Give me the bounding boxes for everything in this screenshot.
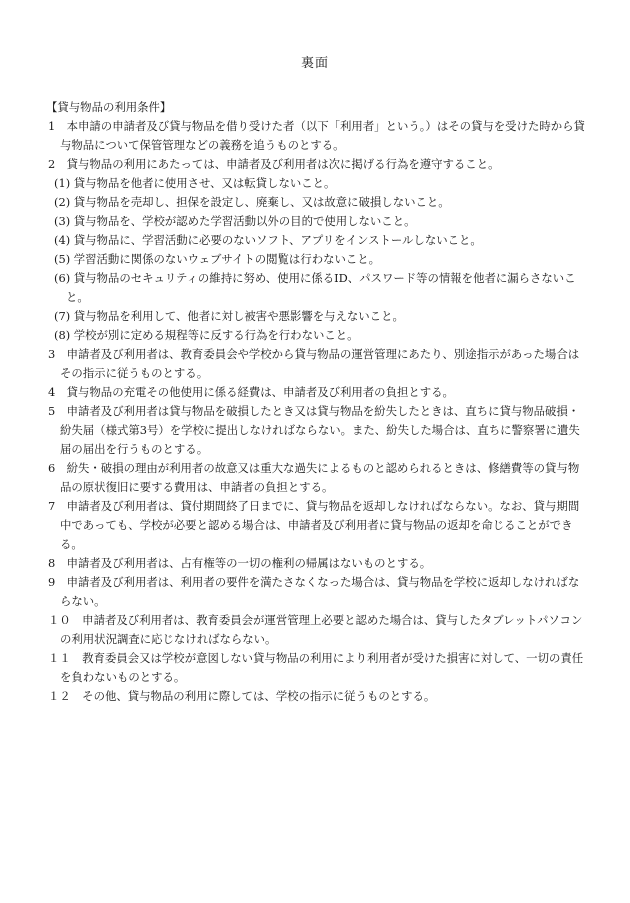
sub-item-3: (3) 貸与物品を、学校が認めた学習活動以外の目的で使用しないこと。 xyxy=(54,214,416,228)
term-item-10: １０ 申請者及び利用者は、教育委員会が運営管理上必要と認めた場合は、貸与したタブレットパソコンの利用状況調査に応じなければならない。 xyxy=(48,613,583,646)
term-item-7: 7 申請者及び利用者は、貸付期間終了日までに、貸与物品を返却しなければならない。なお、貸与期間中であっても、学校が必要と認める場合は、申請者及び利用者に貸与物品の返却を命じることができる。 xyxy=(48,499,580,551)
sub-item-1: (1) 貸与物品を他者に使用させ、又は転貸しないこと。 xyxy=(54,176,336,190)
sub-item-5: (5) 学習活動に関係のないウェブサイトの閲覧は行わないこと。 xyxy=(54,252,381,266)
page-title: 裏面 xyxy=(300,56,329,71)
term-item-2: 2 貸与物品の利用にあたっては、申請者及び利用者は次に掲げる行為を遵守すること。 xyxy=(48,157,500,171)
terms-section xyxy=(48,98,588,706)
term-item-11: １１ 教育委員会又は学校が意図しない貸与物品の利用により利用者が受けた損害に対して、一切の責任を負わないものとする。 xyxy=(48,651,584,684)
sub-item-8: (8) 学校が別に定める規程等に反する行為を行わないこと。 xyxy=(54,328,359,342)
term-item-4: 4 貸与物品の充電その他使用に係る経費は、申請者及び利用者の負担とする。 xyxy=(48,385,454,399)
term-item-8: 8 申請者及び利用者は、占有権等の一切の権利の帰属はないものとする。 xyxy=(48,556,432,570)
sub-item-4: (4) 貸与物品に、学習活動に必要のないソフト、アプリをインストールしないこと。 xyxy=(54,233,482,247)
section-heading: 【貸与物品の利用条件】 xyxy=(46,100,172,114)
sub-item-7: (7) 貸与物品を利用して、他者に対し被害や悪影響を与えないこと。 xyxy=(54,309,404,323)
term-item-12: １２ その他、貸与物品の利用に際しては、学校の指示に従うものとする。 xyxy=(48,689,436,703)
sub-item-2: (2) 貸与物品を売却し、担保を設定し、廃棄し、又は故意に破損しないこと。 xyxy=(54,195,450,209)
term-item-5: 5 申請者及び利用者は貸与物品を破損したとき又は貸与物品を紛失したときは、直ちに貸与物品破損・紛失届（様式第3号）を学校に提出しなければならない。また、紛失した場合は、直ちに警察署に遺失届の届出を行うものとする。 xyxy=(48,404,580,456)
term-item-9: 9 申請者及び利用者は、利用者の要件を満たさなくなった場合は、貸与物品を学校に返却しなければならない。 xyxy=(48,575,580,608)
sub-item-6: (6) 貸与物品のセキュリティの維持に努め、使用に係るID、パスワード等の情報を他者に漏らさないこと。 xyxy=(54,271,576,304)
term-item-1: 1 本申請の申請者及び貸与物品を借り受けた者（以下「利用者」という。）はその貸与を受けた時から貸与物品について保管管理などの義務を追うものとする。 xyxy=(48,119,585,152)
term-item-3: 3 申請者及び利用者は、教育委員会や学校から貸与物品の運営管理にあたり、別途指示があった場合はその指示に従うものとする。 xyxy=(48,347,580,380)
term-item-6: 6 紛失・破損の理由が利用者の故意又は重大な過失によるものと認められるときは、修繕費等の貸与物品の原状復旧に要する費用は、申請者の負担とする。 xyxy=(48,461,580,494)
